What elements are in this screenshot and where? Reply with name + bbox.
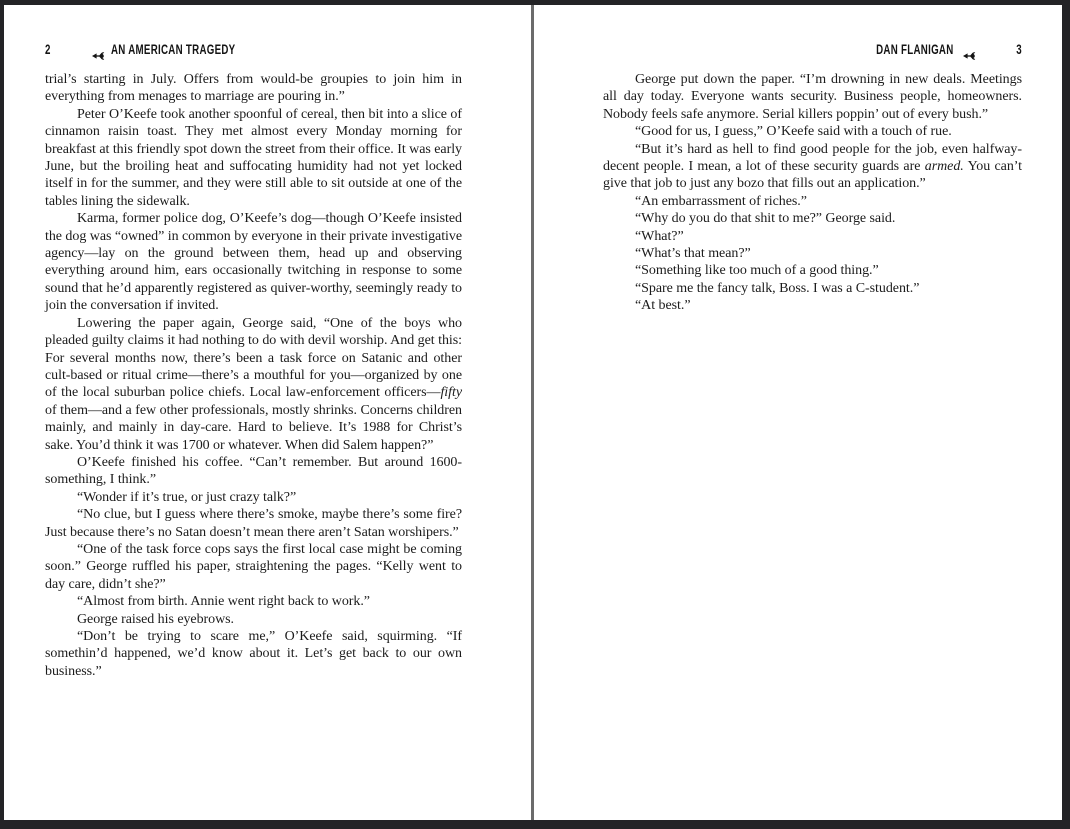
fleuron-icon (963, 48, 976, 66)
paragraph (603, 262, 1022, 279)
book-spread (4, 5, 1062, 820)
text-run: “One of the task force cops says the first local case might be coming soon.” George ruffled his paper, straightening the pages. “Kelly went to day care, didn’t she?” (45, 541, 462, 592)
text-run: Karma, former police dog, O’Keefe’s dog—though O’Keefe insisted the dog was “owned” in common by everyone in their private investigative agency—lay on the ground between them, head up and observing everything around him, ears occasionally twitching in response to some sound that he’d apparently registered as quiver-worthy, seemingly ready to join the conversation if invited. (45, 211, 462, 314)
right-page-body (603, 71, 1022, 315)
paragraph (603, 193, 1022, 210)
paragraph (45, 315, 462, 454)
text-run: George put down the paper. “I’m drowning in new deals. Meetings all day today. Everyone wants security. Business people, homeowners. Nobody feels safe anymore. Serial killers poppin’ out of every bush.” (603, 72, 1022, 122)
italic-text: armed. (924, 159, 964, 175)
left-page (4, 5, 531, 820)
text-run: Lowering the paper again, George said, “One of the boys who pleaded guilty claims it had nothing to do with devil worship. And get this: For several months now, there’s been a task force on Satanic and other cult-based or ritual crime—there’s a mouthful for you—organized by one of the local suburban police chiefs. Local law-enforcement officers— (45, 315, 462, 401)
page-number: 3 (1016, 42, 1022, 57)
page-number: 2 (45, 42, 51, 57)
right-page (534, 5, 1062, 820)
paragraph (45, 71, 462, 106)
text-run: “Good for us, I guess,” O’Keefe said with a touch of rue. (635, 124, 952, 140)
paragraph (603, 297, 1022, 314)
text-run: “No clue, but I guess where there’s smoke, maybe there’s some fire? Just because there’s no Satan doesn’t mean there aren’t Satan worshipers.” (45, 507, 462, 540)
paragraph (45, 628, 462, 680)
text-run: “Wonder if it’s true, or just crazy talk?” (77, 489, 297, 505)
text-run: O’Keefe finished his coffee. “Can’t remember. But around 1600-something, I think.” (45, 454, 462, 488)
italic-text: fifty (440, 385, 462, 401)
paragraph (603, 123, 1022, 140)
text-run: “Don’t be trying to scare me,” O’Keefe said, squirming. “If somethin’d happened, we’d know about it. Let’s get back to our own business.” (45, 629, 462, 679)
running-head-author: DAN FLANIGAN (876, 42, 954, 57)
running-head-title: AN AMERICAN TRAGEDY (111, 42, 236, 57)
text-run: “Why do you do that shit to me?” George said. (635, 211, 896, 227)
text-run: trial’s starting in July. Offers from would-be groupies to join him in everything from menages to marriage are pouring in.” (45, 72, 462, 105)
left-page-body (45, 71, 462, 680)
paragraph (603, 228, 1022, 245)
paragraph (45, 593, 462, 610)
text-run: “Almost from birth. Annie went right back to work.” (77, 594, 370, 610)
paragraph (45, 611, 462, 628)
right-page-number (1014, 43, 1022, 57)
paragraph (603, 280, 1022, 297)
paragraph (603, 141, 1022, 193)
text-run: “What?” (635, 228, 684, 244)
text-run: Peter O’Keefe took another spoonful of cereal, then bit into a slice of cinnamon raisin toast. They met almost every Monday morning for breakfast at this friendly spot down the street from their office. It was early June, but the broiling heat and suffocating humidity had not yet locked itself in for the summer, and they were still able to sit outside at one of the tables lining the sidewalk. (45, 106, 462, 209)
text-run: “At best.” (635, 298, 691, 314)
text-run: George raised his eyebrows. (77, 611, 235, 627)
paragraph (45, 541, 462, 593)
text-run: “Something like too much of a good thing.” (635, 263, 879, 279)
paragraph (603, 245, 1022, 262)
right-running-head (846, 43, 954, 57)
text-run: “Spare me the fancy talk, Boss. I was a C-student.” (635, 280, 920, 296)
paragraph (45, 506, 462, 541)
text-run: “What’s that mean?” (635, 246, 751, 262)
fleuron-icon (92, 48, 105, 66)
paragraph (603, 210, 1022, 227)
paragraph (45, 106, 462, 210)
left-running-head (111, 43, 284, 57)
text-run: You can’t give that job to just any bozo that fills out an application.” (603, 159, 1022, 192)
paragraph (603, 71, 1022, 123)
text-run: “An embarrassment of riches.” (635, 193, 807, 209)
text-run: “But it’s hard as hell to find good people for the job, even halfway-decent people. I mean, a lot of these security guards are (603, 141, 1022, 175)
text-run: of them—and a few other professionals, mostly shrinks. Concerns children mainly, and mainly in day-care. Hard to believe. It’s 1988 for Christ’s sake. You’d think it was 1700 or whatever. When did Salem happen?” (45, 402, 462, 453)
left-page-number (45, 43, 53, 57)
paragraph (45, 210, 462, 314)
paragraph (45, 489, 462, 506)
paragraph (45, 454, 462, 489)
